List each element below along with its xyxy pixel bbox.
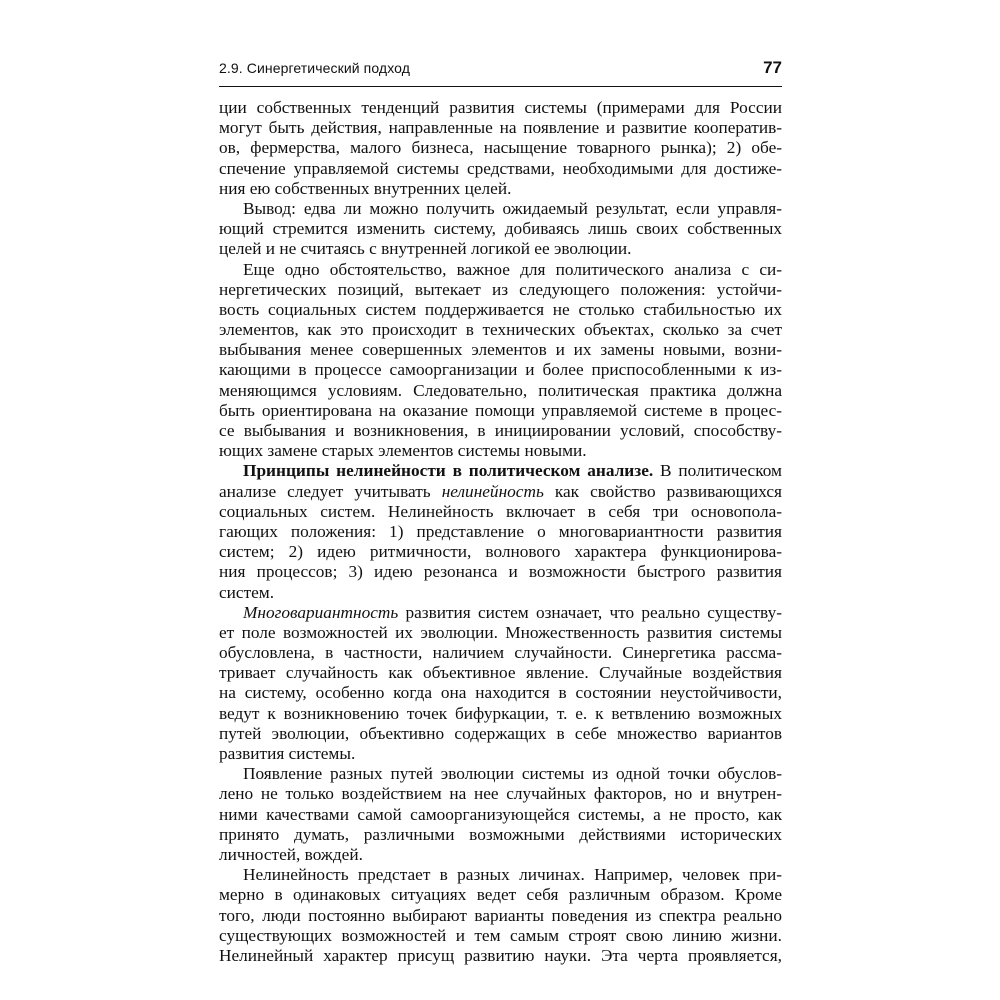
text-line: ними качествами самой самоорганизующейся системы, а не просто, как xyxy=(219,804,782,824)
italic-term: Многовариантность xyxy=(243,602,399,622)
text-line: Принципы нелинейности в политическом анализе. В политическом xyxy=(243,461,782,481)
section-heading-inline: Принципы нелинейности в политическом анализе. xyxy=(243,461,654,481)
text-line: ния ею собственных внутренних целей. xyxy=(219,178,512,198)
text-line: тривает случайность как объективное явление. Случайные воздействия xyxy=(219,663,782,683)
page-header xyxy=(219,58,782,87)
text-line: меняющимся условиям. Следовательно, политическая практика должна xyxy=(219,380,782,400)
paragraph-1 xyxy=(219,98,782,199)
text-line: систем. xyxy=(219,582,275,602)
text-line: гающих положения: 1) представление о многовариантности развития xyxy=(219,521,782,541)
text-line: Еще одно обстоятельство, важное для политического анализа с си- xyxy=(243,259,782,279)
text-line: нергетических позиций, вытекает из следующего положения: устойчи- xyxy=(219,279,782,299)
text-line: ет поле возможностей их эволюции. Множественность развития системы xyxy=(219,622,782,642)
text-line: ющий стремится изменить систему, добиваясь лишь своих собственных xyxy=(219,219,782,239)
paragraph-3 xyxy=(219,260,782,462)
body-text xyxy=(219,98,782,966)
running-head: 2.9. Синергетический подход xyxy=(219,60,410,76)
text-line: могут быть действия, направленные на появление и развитие кооператив- xyxy=(219,118,782,138)
book-page xyxy=(219,58,782,966)
text-line: развития системы. xyxy=(219,744,356,763)
text-line: социальных систем. Нелинейность включает в себя три основопола- xyxy=(219,501,782,521)
text-line: ния процессов; 3) идею резонанса и возможности быстрого развития xyxy=(219,562,782,582)
text-line: кающими в процессе самоорганизации и более приспособленными к из- xyxy=(219,360,782,380)
text-line: существующих возможностей и тем самым строят свою линию жизни. xyxy=(219,925,782,945)
text-line: целей и не считаясь с внутренней логикой ее эволюции. xyxy=(219,239,632,259)
paragraph-5 xyxy=(219,603,782,765)
paragraph-7 xyxy=(219,865,782,966)
text-line: обусловлена, в частности, наличием случайности. Синергетика рассма- xyxy=(219,643,782,663)
text-line: Нелинейность предстает в разных личинах. Например, человек при- xyxy=(243,865,782,885)
italic-term: нелинейность xyxy=(441,481,544,501)
paragraph-4 xyxy=(219,461,782,602)
text-line: Многовариантность развития систем означает, что реально существу- xyxy=(243,602,782,622)
paragraph-6 xyxy=(219,764,782,865)
text-line: систем; 2) идею ритмичности, волнового характера функционирова- xyxy=(219,542,782,562)
text-line: лено не только воздействием на нее случайных факторов, но и внутрен- xyxy=(219,784,782,804)
text-line: спечение управляемой системы средствами, необходимыми для достиже- xyxy=(219,158,782,178)
text-line: на систему, особенно когда она находится в состоянии неустойчивости, xyxy=(219,683,782,703)
text-line: вость социальных систем поддерживается не столько стабильностью их xyxy=(219,299,782,319)
paragraph-2 xyxy=(219,199,782,260)
text-line: того, люди постоянно выбирают варианты поведения из спектра реально xyxy=(219,905,782,925)
text-line: ющих замене старых элементов системы новыми. xyxy=(219,441,587,461)
text-line: быть ориентирована на оказание помощи управляемой системе в процес- xyxy=(219,400,782,420)
text-line: мерно в одинаковых ситуациях ведет себя различным образом. Кроме xyxy=(219,885,782,905)
text-line: се выбывания и возникновения, в инициировании условий, способству- xyxy=(219,421,782,440)
text-line: выбывания менее совершенных элементов и их замены новыми, возни- xyxy=(219,340,782,360)
text-line: ведут к возникновению точек бифуркации, т. е. к ветвлению возможных xyxy=(219,703,782,723)
text-line: ов, фермерства, малого бизнеса, насыщение товарного рынка); 2) обе- xyxy=(219,138,782,158)
text-line: Появление разных путей эволюции системы из одной точки обуслов- xyxy=(243,764,782,784)
text-line: принято думать, различными возможными действиями исторических xyxy=(219,824,782,844)
text-line: Нелинейный характер присущ развитию науки. Эта черта проявляется, xyxy=(219,945,782,965)
text-line: Вывод: едва ли можно получить ожидаемый результат, если управля- xyxy=(243,198,782,218)
text-line: анализе следует учитывать нелинейность как свойство развивающихся xyxy=(219,481,782,501)
text-line: путей эволюции, объективно содержащих в себе множество вариантов xyxy=(219,723,782,743)
text-line: элементов, как это происходит в технических объектах, сколько за счет xyxy=(219,320,782,340)
text-line: личностей, вождей. xyxy=(219,844,363,864)
page-number: 77 xyxy=(763,58,782,77)
text-line: ции собственных тенденций развития системы (примерами для России xyxy=(219,98,782,117)
